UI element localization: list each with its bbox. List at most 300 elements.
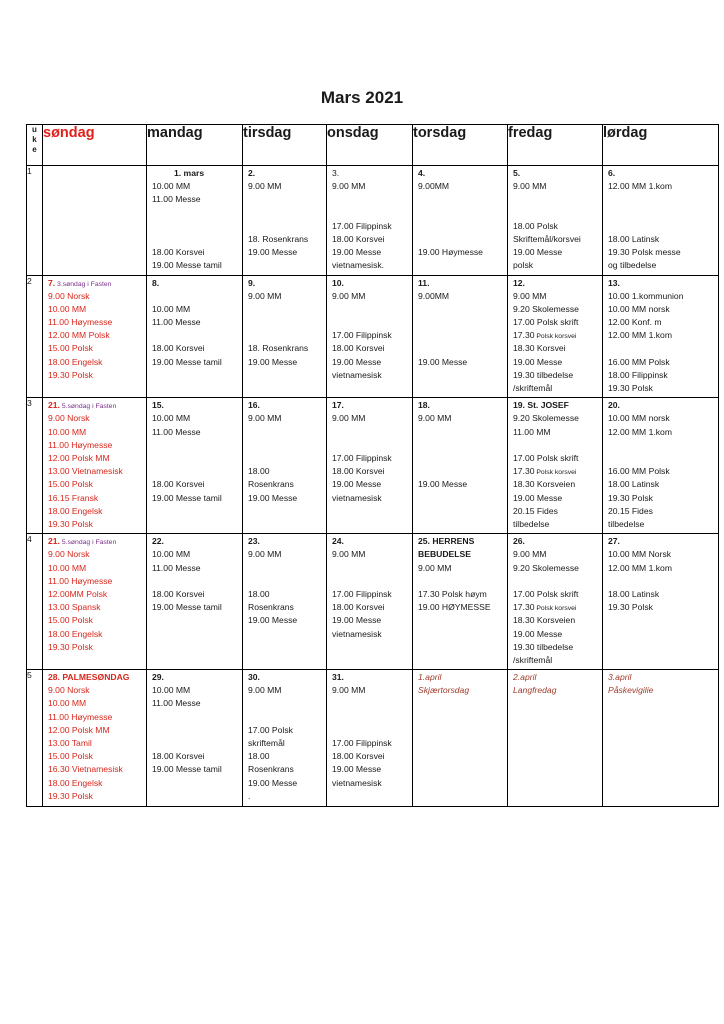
service-entry: 19.00 HØYMESSE: [418, 602, 491, 613]
week-number: 3: [27, 398, 43, 534]
service-entry: 17.30 Polsk korsvei: [513, 466, 577, 477]
service-entry: 9.00 MM: [248, 549, 282, 560]
service-entry: 19.00 Messe: [332, 247, 382, 258]
service-entry: [332, 303, 412, 316]
day-date-label: 10.: [332, 277, 344, 288]
service-entry: [608, 193, 718, 206]
calendar-body: [27, 166, 719, 807]
week-number: 4: [27, 534, 43, 670]
day-cell-sunday: [43, 534, 147, 670]
service-entry: 11.00 Høymesse: [48, 439, 113, 450]
service-entry: 19.00 Messe tamil: [152, 602, 222, 613]
service-entry: 10.00 1.kommunion: [608, 290, 684, 301]
service-entry: vietnamesisk: [332, 492, 382, 503]
service-entry: [513, 207, 602, 220]
service-entry: 18.30 Korsveien: [513, 615, 576, 626]
service-entry: .: [248, 790, 251, 801]
service-entry: [152, 737, 242, 750]
service-entry: [513, 575, 602, 588]
service-entry: [332, 697, 412, 710]
service-entry: 13.00 Tamil: [48, 738, 92, 748]
service-entry: [152, 290, 242, 303]
service-entry: 19.30 tilbedelse: [513, 641, 574, 652]
service-entry: [418, 316, 507, 329]
service-entry: 10.00 MM: [152, 685, 191, 696]
day-date-label: 16.: [248, 400, 260, 411]
page-title: Mars 2021: [320, 88, 404, 107]
service-entry: 9.20 Skolemesse: [513, 303, 579, 314]
service-entry: 10.00 MM: [48, 426, 87, 437]
service-entry: [152, 329, 242, 342]
service-entry: 19.00 Messe: [248, 247, 298, 258]
day-date-label: 23.: [248, 536, 260, 547]
service-entry: 19.30 Polsk: [608, 383, 653, 393]
service-entry: [332, 193, 412, 206]
service-entry: 17.30 Polsk korsvei: [513, 330, 577, 341]
service-entry: 19.00 Messe: [248, 492, 298, 503]
service-entry: 17.00 Polsk skrift: [513, 452, 579, 463]
service-entry: 19.30 Polsk: [48, 518, 93, 529]
service-entry: Skjærtorsdag: [418, 685, 470, 696]
service-entry: [152, 233, 242, 246]
service-entry: [152, 724, 242, 737]
service-entry: [248, 575, 326, 588]
service-entry: vietnamesisk: [332, 369, 382, 380]
service-entry: 9.00 MM: [332, 290, 366, 301]
service-entry: 18.00: [248, 466, 270, 477]
day-cell-tuesday: [243, 670, 327, 807]
service-entry: [152, 465, 242, 478]
service-note: 5.søndag i Fasten: [59, 403, 117, 411]
day-cell-monday: [147, 398, 243, 534]
day-date-label: 27.: [608, 536, 620, 547]
day-date-label: 20.: [608, 400, 620, 411]
service-entry: Skriftemål/korsvei: [513, 233, 581, 244]
day-date-label: 3.: [332, 168, 340, 178]
service-entry: 19.00 Messe: [513, 628, 563, 639]
week-row: [27, 534, 719, 670]
service-entry: 12.00 Polsk MM: [48, 724, 110, 735]
service-entry: [332, 575, 412, 588]
day-date-label: 17.: [332, 400, 344, 411]
service-entry: [248, 697, 326, 710]
day-cell-thursday: [413, 670, 508, 807]
service-entry: [608, 452, 718, 465]
day-cell-monday: [147, 166, 243, 276]
day-cell-tuesday: [243, 398, 327, 534]
service-entry: [418, 465, 507, 478]
service-entry: 12.00 Konf. m: [608, 317, 662, 328]
service-entry: 9.20 Skolemesse: [513, 562, 579, 573]
service-entry: 18.00 Korsvei: [332, 466, 385, 477]
service-entry: 17.30 Polsk korsvei: [513, 602, 577, 613]
day-cell-friday: [508, 275, 603, 398]
service-entry: Rosenkrans: [248, 479, 294, 490]
service-entry: [248, 316, 326, 329]
service-entry: [513, 439, 602, 452]
service-entry: 18.00: [248, 588, 270, 599]
service-entry: 10.00 MM: [152, 413, 191, 424]
service-note: 5.søndag i Fasten: [59, 539, 117, 547]
service-entry: 9.00 Norsk: [48, 290, 90, 301]
day-cell-wednesday: [327, 670, 413, 807]
service-entry: 19.00 Messe: [418, 479, 468, 490]
day-cell-tuesday: [243, 534, 327, 670]
service-entry: [152, 220, 242, 233]
day-cell-monday: [147, 670, 243, 807]
service-entry: 9.00 MM: [513, 290, 547, 301]
service-entry: 19.00 Messe: [332, 615, 382, 626]
service-entry: 11.00 Messe: [152, 698, 201, 709]
service-entry: 18. Rosenkrans: [248, 343, 309, 354]
service-entry: [418, 426, 507, 439]
day-date-label: 8.: [152, 277, 160, 288]
day-cell-friday: [508, 670, 603, 807]
day-header-wednesday: onsdag: [327, 125, 413, 166]
service-entry: [332, 316, 412, 329]
service-entry: 19.00 Messe: [332, 764, 382, 775]
day-date-label: 31.: [332, 672, 344, 683]
week-number: 5: [27, 670, 43, 807]
day-cell-saturday: [603, 275, 719, 398]
service-entry: 17.00 Filippinsk: [332, 738, 392, 748]
day-header-tuesday: tirsdag: [243, 125, 327, 166]
day-cell-friday: [508, 534, 603, 670]
service-entry: [152, 575, 242, 588]
service-entry: 18.00 Korsvei: [152, 343, 205, 354]
service-entry: 19.00 Messe: [418, 356, 468, 367]
week-number: 1: [27, 166, 43, 276]
service-entry: [418, 233, 507, 246]
day-cell-monday: [147, 534, 243, 670]
service-entry: [608, 439, 718, 452]
service-entry: 9.00 MM: [248, 181, 282, 192]
service-entry: Påskevigilie: [608, 685, 654, 696]
service-entry: 17.00 Polsk: [248, 724, 293, 735]
service-entry: 12.00 MM 1.kom: [608, 562, 672, 573]
day-header-sunday: søndag: [43, 125, 147, 166]
service-entry: 12.00 MM Polsk: [48, 330, 110, 341]
service-entry: 10.00 MM Norsk: [608, 549, 672, 560]
service-entry: [332, 207, 412, 220]
service-entry: 18.00: [248, 751, 270, 762]
day-header-thursday: torsdag: [413, 125, 508, 166]
day-cell-sunday: [43, 670, 147, 807]
service-entry: 19.00 Messe: [248, 356, 298, 367]
service-entry: 11.00 Høymesse: [48, 317, 113, 328]
service-entry: [608, 207, 718, 220]
service-entry: 9.00 Norsk: [48, 549, 90, 560]
service-entry: 11.00 MM: [513, 426, 551, 437]
service-entry: 10.00 MM: [152, 181, 191, 192]
service-entry: 19.30 tilbedelse: [513, 369, 574, 380]
service-entry: [418, 575, 507, 588]
day-cell-sunday: [43, 166, 147, 276]
service-entry: BEBUDELSE: [418, 549, 472, 560]
day-cell-wednesday: [327, 275, 413, 398]
service-entry: 18.00 Latinsk: [608, 233, 660, 244]
service-entry: 19.00 Messe tamil: [152, 260, 222, 271]
service-entry: [152, 452, 242, 465]
service-entry: 19.00 Messe: [248, 615, 298, 626]
service-entry: 18.00 Polsk: [513, 220, 558, 231]
week-number: 2: [27, 275, 43, 398]
service-entry: 9.00 MM: [248, 685, 282, 696]
day-cell-friday: [508, 166, 603, 276]
service-entry: [152, 207, 242, 220]
service-entry: [248, 207, 326, 220]
service-entry: 9.00 MM: [418, 562, 452, 573]
service-entry: 17.00 Filippinsk: [332, 220, 392, 231]
service-entry: 9.00MM: [418, 181, 450, 192]
calendar-table: [26, 124, 719, 807]
day-date-label: 5.: [513, 168, 521, 178]
service-entry: tilbedelse: [608, 518, 645, 529]
service-entry: 19.00 Messe: [513, 356, 563, 367]
service-entry: 18. Rosenkrans: [248, 233, 309, 244]
day-cell-friday: [508, 398, 603, 534]
service-entry: [248, 303, 326, 316]
service-entry: 12.00 MM 1.kom: [608, 330, 672, 341]
service-entry: 12.00 MM 1.kom: [608, 181, 672, 192]
day-cell-saturday: [603, 166, 719, 276]
day-date-label: 13.: [608, 277, 620, 288]
day-cell-thursday: [413, 275, 508, 398]
service-entry: 18.00 Korsvei: [332, 233, 385, 244]
service-entry: 19.00 Messe: [332, 356, 382, 367]
day-date-label: 9.: [248, 277, 256, 288]
service-entry: 15.00 Polsk: [48, 751, 93, 762]
service-entry: [418, 452, 507, 465]
day-cell-saturday: [603, 534, 719, 670]
service-entry: 19.30 Polsk: [48, 641, 93, 652]
day-cell-thursday: [413, 398, 508, 534]
header-row: [27, 125, 719, 166]
service-entry: 10.00 MM: [152, 303, 191, 314]
day-cell-monday: [147, 275, 243, 398]
day-date-label: 22.: [152, 536, 164, 547]
service-entry: 19.00 Messe tamil: [152, 492, 222, 503]
service-entry: 10.00 MM: [48, 303, 87, 314]
day-date-label: 19. St. JOSEF: [513, 400, 569, 411]
service-entry: 18.00 Korsvei: [152, 247, 205, 258]
day-date-label: 4.: [418, 168, 426, 178]
service-entry: 18.00 Korsvei: [152, 479, 205, 490]
service-entry: 19.00 Høymesse: [418, 247, 483, 258]
day-cell-thursday: [413, 534, 508, 670]
service-entry: /skriftemål: [513, 654, 553, 665]
day-cell-saturday: [603, 670, 719, 807]
service-entry: [248, 439, 326, 452]
service-entry: 9.00 MM: [418, 413, 452, 424]
service-entry: 15.00 Polsk: [48, 615, 93, 626]
service-entry: 20.15 Fides: [608, 505, 653, 516]
service-entry: [608, 342, 718, 355]
day-header-friday: fredag: [508, 125, 603, 166]
service-entry: 9.00 MM: [332, 685, 366, 696]
service-entry: 9.20 Skolemesse: [513, 413, 579, 424]
service-entry: og tilbedelse: [608, 260, 657, 271]
service-entry: 18.00 Korsvei: [152, 588, 205, 599]
service-entry: 9.00 Norsk: [48, 413, 90, 424]
service-entry: 19.00 Messe: [513, 247, 563, 258]
day-date-label: 2.: [248, 168, 256, 178]
day-cell-tuesday: [243, 275, 327, 398]
service-entry: 17.00 Filippinsk: [332, 588, 392, 599]
day-date-label: 24.: [332, 536, 344, 547]
service-entry: [418, 220, 507, 233]
service-entry: vietnamesisk: [332, 628, 382, 639]
service-entry: [152, 711, 242, 724]
service-entry: 19.30 Polsk: [48, 790, 93, 801]
service-entry: 11.00 Messe: [152, 317, 201, 328]
day-date-label: 1. mars: [174, 168, 205, 178]
service-entry: 18.00 Engelsk: [48, 356, 103, 367]
service-entry: 16.00 MM Polsk: [608, 356, 670, 367]
service-entry: 19.30 Polsk: [608, 602, 653, 613]
service-entry: [418, 439, 507, 452]
service-entry: 18.30 Korsveien: [513, 479, 576, 490]
service-entry: 18.00 Engelsk: [48, 628, 103, 639]
service-note: Polsk korsvei: [534, 333, 577, 341]
service-entry: 19.00 Messe: [513, 492, 563, 503]
service-entry: 17.30 Polsk høym: [418, 588, 487, 599]
service-entry: tilbedelse: [513, 518, 550, 529]
service-entry: /skriftemål: [513, 383, 553, 393]
day-cell-wednesday: [327, 398, 413, 534]
day-date-label: 21. 5.søndag i Fasten: [48, 536, 117, 547]
service-entry: [418, 303, 507, 316]
day-date-label: 18.: [418, 400, 430, 411]
service-entry: Rosenkrans: [248, 764, 294, 775]
service-entry: polsk: [513, 260, 534, 271]
service-entry: [513, 193, 602, 206]
service-entry: 12.00 MM 1.kom: [608, 426, 672, 437]
service-entry: [332, 562, 412, 575]
service-entry: 20.15 Fides: [513, 505, 558, 516]
service-note: Polsk korsvei: [534, 605, 577, 613]
day-cell-saturday: [603, 398, 719, 534]
week-row: [27, 275, 719, 398]
service-entry: 9.00 MM: [513, 181, 547, 192]
service-entry: 19.30 Polsk: [48, 369, 93, 380]
service-entry: 18.00 Engelsk: [48, 505, 103, 516]
service-entry: 9.00 MM: [248, 290, 282, 301]
service-entry: 17.00 Polsk skrift: [513, 317, 579, 328]
service-note: Polsk korsvei: [534, 469, 577, 477]
day-cell-thursday: [413, 166, 508, 276]
service-entry: [332, 724, 412, 737]
service-entry: 9.00 MM: [332, 413, 366, 424]
day-cell-wednesday: [327, 166, 413, 276]
service-entry: 19.00 Messe: [248, 777, 298, 788]
service-entry: 18.00 Latinsk: [608, 479, 660, 490]
day-date-label: 21. 5.søndag i Fasten: [48, 400, 117, 411]
service-entry: 15.00 Polsk: [48, 479, 93, 490]
service-entry: [248, 562, 326, 575]
service-entry: [248, 426, 326, 439]
service-entry: 11.00 Messe: [152, 194, 201, 205]
day-date-label: 1.april: [418, 672, 442, 683]
service-entry: 11.00 Messe: [152, 562, 201, 573]
week-row: [27, 670, 719, 807]
service-entry: 18.00 Korsvei: [332, 343, 385, 354]
service-entry: [418, 342, 507, 355]
service-entry: 11.00 Messe: [152, 426, 201, 437]
service-entry: 9.00MM: [418, 290, 450, 301]
service-entry: [418, 193, 507, 206]
day-date-label: 11.: [418, 277, 430, 288]
service-entry: 19.00 Messe tamil: [152, 356, 222, 367]
day-date-label: 3.april: [608, 672, 632, 683]
day-date-label: 30.: [248, 672, 260, 683]
day-header-monday: mandag: [147, 125, 243, 166]
service-entry: 16.15 Fransk: [48, 492, 99, 503]
day-date-label: 6.: [608, 168, 616, 178]
service-entry: 19.30 Polsk messe: [608, 247, 681, 258]
day-header-saturday: lørdag: [603, 125, 719, 166]
service-entry: [418, 329, 507, 342]
service-entry: 18.00 Korsvei: [152, 751, 205, 762]
service-entry: 13.00 Spansk: [48, 602, 101, 613]
day-date-label: 25. HERRENS: [418, 536, 475, 547]
service-entry: 10.00 MM: [48, 562, 87, 573]
service-entry: [608, 220, 718, 233]
service-entry: [248, 193, 326, 206]
service-entry: 9.00 MM: [332, 181, 366, 192]
service-entry: 19.30 Polsk: [608, 492, 653, 503]
service-entry: skriftemål: [248, 738, 285, 748]
day-date-label: 26.: [513, 536, 525, 547]
day-date-label: 2.april: [513, 672, 537, 683]
day-date-label: 29.: [152, 672, 164, 683]
service-entry: 19.00 Messe: [332, 479, 382, 490]
service-entry: [418, 207, 507, 220]
service-entry: [248, 329, 326, 342]
service-entry: 18.00 Korsvei: [332, 602, 385, 613]
service-entry: 9.00 MM: [248, 413, 282, 424]
service-entry: 11.00 Høymesse: [48, 711, 113, 722]
week-column-header: u k e: [27, 125, 43, 166]
service-entry: 18.00 Korsvei: [332, 751, 385, 762]
service-entry: 9.00 MM: [332, 549, 366, 560]
day-date-label: 12.: [513, 277, 525, 288]
service-entry: [248, 220, 326, 233]
day-date-label: 7. 3.søndag i Fasten: [48, 277, 112, 288]
service-entry: [332, 711, 412, 724]
service-entry: Rosenkrans: [248, 602, 294, 613]
service-entry: 17.00 Filippinsk: [332, 452, 392, 463]
service-entry: 18.00 Engelsk: [48, 777, 103, 788]
day-date-label: 15.: [152, 400, 164, 411]
service-entry: 18.00 Filippinsk: [608, 369, 668, 380]
day-date-label: 28. PALMESØNDAG: [48, 672, 130, 683]
service-entry: 19.00 Messe tamil: [152, 764, 222, 775]
service-entry: 18.30 Korsvei: [513, 343, 566, 354]
day-cell-wednesday: [327, 534, 413, 670]
service-entry: 12.00MM Polsk: [48, 588, 108, 599]
service-entry: [332, 426, 412, 439]
service-entry: Langfredag: [513, 685, 557, 696]
service-entry: 17.00 Polsk skrift: [513, 588, 579, 599]
service-entry: 9.00 Norsk: [48, 685, 90, 696]
service-entry: 17.00 Filippinsk: [332, 330, 392, 341]
service-entry: vietnamesisk.: [332, 260, 385, 271]
service-entry: 10.00 MM norsk: [608, 303, 670, 314]
service-entry: 13.00 Vietnamesisk: [48, 466, 123, 477]
service-entry: vietnamesisk: [332, 777, 382, 788]
service-entry: 9.00 MM: [513, 549, 547, 560]
